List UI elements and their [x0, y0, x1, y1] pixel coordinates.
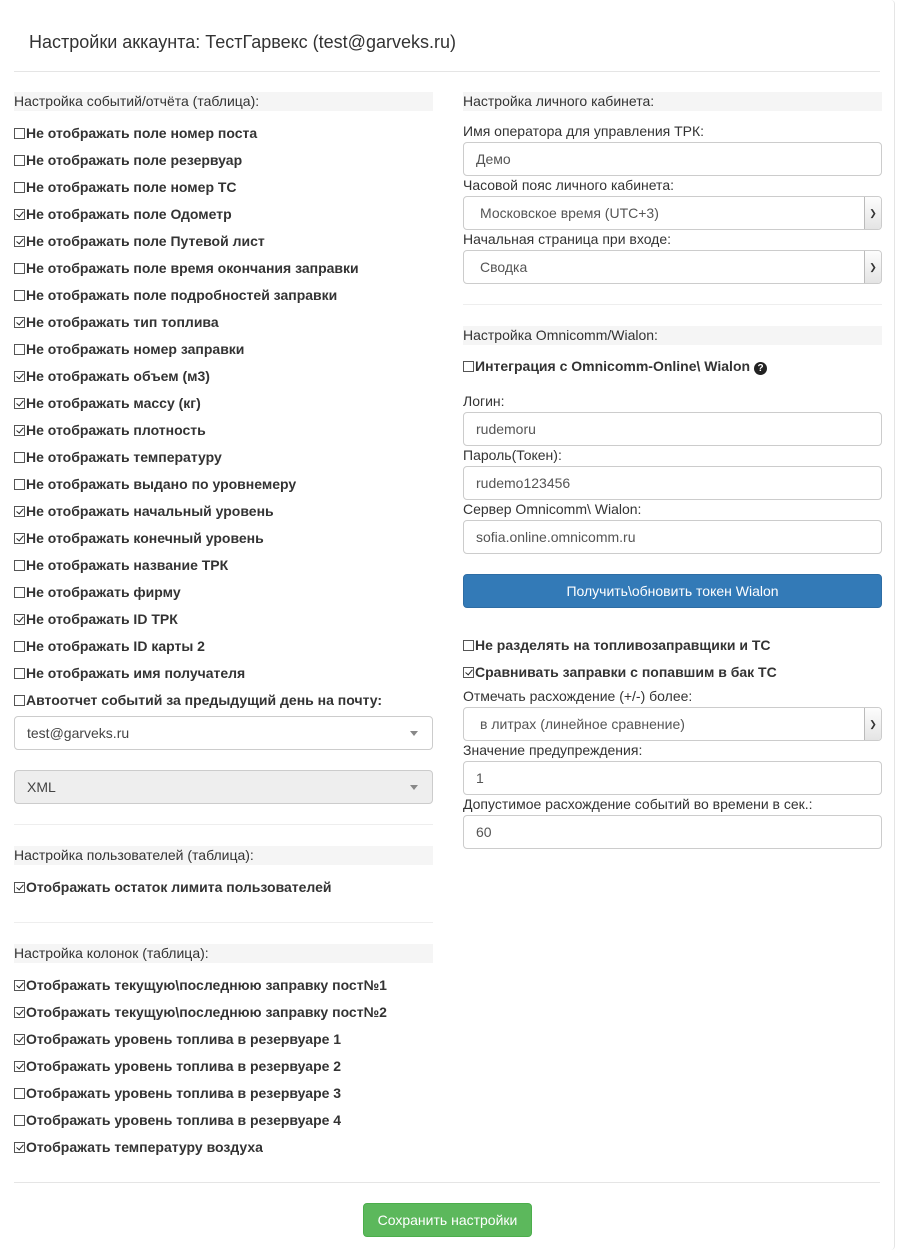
autoreport-email-value: test@garveks.ru [27, 725, 130, 741]
checkbox-row[interactable] [14, 393, 201, 413]
checkbox-checked-icon[interactable] [14, 980, 25, 991]
get-token-button[interactable]: Получить\обновить токен Wialon [463, 574, 882, 608]
checkbox-label: Не отображать поле Одометр [26, 206, 232, 222]
page-title: Настройки аккаунта: ТестГарвекс (test@garveks.ru) [29, 32, 456, 52]
checkbox-row[interactable] [14, 1083, 341, 1103]
checkbox-checked-icon[interactable] [14, 1007, 25, 1018]
events-section-heading: Настройка событий/отчёта (таблица): [14, 92, 433, 111]
timezone-value: Московское время (UTC+3) [480, 205, 659, 221]
checkbox-icon[interactable] [14, 263, 25, 274]
checkbox-label: Автоотчет событий за предыдущий день на почту: [26, 692, 383, 708]
checkbox-checked-icon[interactable] [14, 506, 25, 517]
checkbox-label: Отображать текущую\последнюю заправку пост№2 [26, 1004, 387, 1020]
section-divider [463, 304, 882, 305]
checkbox-label: Отображать остаток лимита пользователей [26, 879, 332, 895]
time-diff-input[interactable]: 60 [463, 815, 882, 849]
checkbox-row[interactable] [14, 420, 206, 440]
checkbox-row[interactable] [14, 690, 382, 710]
checkbox-checked-icon[interactable] [14, 398, 25, 409]
checkbox-icon[interactable] [14, 344, 25, 355]
checkbox-row[interactable] [14, 1110, 341, 1130]
checkbox-row[interactable] [14, 1137, 263, 1157]
start-page-select[interactable] [463, 250, 882, 284]
right-column [463, 92, 882, 862]
diff-select[interactable] [463, 707, 882, 741]
checkbox-icon[interactable] [14, 452, 25, 463]
question-circle-icon[interactable]: ? [754, 362, 767, 375]
checkbox-row[interactable] [14, 285, 337, 305]
checkbox-checked-icon[interactable] [14, 1142, 25, 1153]
omnicomm-section-heading: Настройка Omnicomm/Wialon: [463, 326, 882, 345]
autoreport-format-value: XML [27, 779, 56, 795]
checkbox-checked-icon[interactable] [14, 1034, 25, 1045]
checkbox-row[interactable] [14, 501, 274, 521]
checkbox-label: Отображать уровень топлива в резервуаре 2 [26, 1058, 342, 1074]
checkbox-label: Не отображать массу (кг) [26, 395, 201, 411]
checkbox-icon[interactable] [14, 668, 25, 679]
checkbox-checked-icon[interactable] [14, 614, 25, 625]
checkbox-icon[interactable] [14, 128, 25, 139]
checkbox-icon[interactable] [14, 290, 25, 301]
checkbox-label: Не отображать номер заправки [26, 341, 245, 357]
checkbox-label: Отображать уровень топлива в резервуаре 1 [26, 1031, 342, 1047]
checkbox-row[interactable] [14, 663, 245, 683]
checkbox-label: Не отображать температуру [26, 449, 222, 465]
checkbox-icon[interactable] [14, 182, 25, 193]
compare-checkbox-row[interactable] [463, 662, 777, 682]
timezone-label: Часовой пояс личного кабинета: [463, 177, 674, 193]
diff-value: в литрах (линейное сравнение) [480, 716, 685, 732]
no-split-label: Не разделять на топливозаправщики и ТС [475, 637, 771, 653]
left-column [14, 92, 433, 1172]
checkbox-label: Не отображать поле время окончания заправки [26, 260, 359, 276]
checkbox-label: Отображать уровень топлива в резервуаре 3 [26, 1085, 342, 1101]
checkbox-row[interactable] [14, 312, 219, 332]
checkbox-label: Не отображать выдано по уровнемеру [26, 476, 297, 492]
caret-down-icon [410, 785, 418, 790]
checkbox-label: Отображать уровень топлива в резервуаре 4 [26, 1112, 342, 1128]
checkbox-label: Не отображать имя получателя [26, 665, 246, 681]
warning-input[interactable]: 1 [463, 761, 882, 795]
checkbox-label: Не отображать объем (м3) [26, 368, 210, 384]
footer-divider [14, 1182, 880, 1183]
checkbox-row[interactable] [14, 339, 244, 359]
password-input[interactable]: rudemo123456 [463, 466, 882, 500]
checkbox-row[interactable] [14, 177, 237, 197]
users-section-heading: Настройка пользователей (таблица): [14, 846, 433, 865]
compare-label: Сравнивать заправки с попавшим в бак ТС [475, 664, 777, 680]
checkbox-row[interactable] [14, 447, 222, 467]
checkbox-checked-icon[interactable] [14, 425, 25, 436]
checkbox-checked-icon[interactable] [14, 371, 25, 382]
checkbox-label: Не отображать фирму [26, 584, 181, 600]
columns-section-heading: Настройка колонок (таблица): [14, 944, 433, 963]
start-page-value: Сводка [480, 259, 528, 275]
chevron-down-icon: ❯ [864, 197, 881, 229]
checkbox-icon[interactable] [463, 361, 474, 372]
checkbox-row[interactable] [14, 528, 264, 548]
checkbox-row[interactable] [14, 1029, 341, 1049]
checkbox-row[interactable] [14, 474, 296, 494]
section-divider [14, 824, 433, 825]
checkbox-icon[interactable] [14, 155, 25, 166]
operator-label: Имя оператора для управления ТРК: [463, 123, 705, 139]
checkbox-row[interactable] [14, 877, 332, 897]
checkbox-label: Не отображать поле Путевой лист [26, 233, 265, 249]
chevron-down-icon: ❯ [864, 251, 881, 283]
checkbox-label: Не отображать поле номер поста [26, 125, 258, 141]
operator-input[interactable]: Демо [463, 142, 882, 176]
checkbox-checked-icon[interactable] [14, 317, 25, 328]
checkbox-icon[interactable] [14, 1115, 25, 1126]
timezone-select[interactable] [463, 196, 882, 230]
checkbox-icon[interactable] [14, 479, 25, 490]
checkbox-icon[interactable] [463, 667, 474, 678]
no-split-checkbox-row[interactable] [463, 635, 770, 655]
checkbox-label: Не отображать тип топлива [26, 314, 219, 330]
checkbox-label: Не отображать конечный уровень [26, 530, 264, 546]
autoreport-email-select[interactable] [14, 716, 433, 750]
login-input[interactable]: rudemoru [463, 412, 882, 446]
checkbox-checked-icon[interactable] [14, 533, 25, 544]
checkbox-label: Не отображать ID карты 2 [26, 638, 205, 654]
save-settings-button[interactable]: Сохранить настройки [363, 1203, 532, 1237]
time-diff-label: Допустимое расхождение событий во времени в сек.: [463, 796, 813, 812]
checkbox-row[interactable] [14, 555, 228, 575]
login-label: Логин: [463, 393, 505, 409]
section-divider [14, 922, 433, 923]
checkbox-row[interactable] [14, 582, 181, 602]
start-page-label: Начальная страница при входе: [463, 231, 672, 247]
checkbox-label: Не отображать плотность [26, 422, 206, 438]
checkbox-label: Отображать текущую\последнюю заправку пост№1 [26, 977, 387, 993]
checkbox-row[interactable] [14, 204, 232, 224]
checkbox-label: Не отображать ID ТРК [26, 611, 178, 627]
checkbox-icon[interactable] [14, 587, 25, 598]
diff-label: Отмечать расхождение (+/-) более: [463, 688, 693, 704]
checkbox-label: Не отображать поле номер ТС [26, 179, 237, 195]
checkbox-row[interactable] [14, 1056, 341, 1076]
integration-label: Интеграция с Omnicomm-Online\ Wialon [475, 358, 751, 374]
checkbox-row[interactable] [14, 1002, 387, 1022]
checkbox-row[interactable] [14, 123, 257, 143]
checkbox-row[interactable] [14, 636, 205, 656]
checkbox-icon[interactable] [14, 695, 25, 706]
server-label: Сервер Omnicomm\ Wialon: [463, 501, 642, 517]
checkbox-label: Не отображать поле резервуар [26, 152, 243, 168]
checkbox-label: Не отображать начальный уровень [26, 503, 274, 519]
checkbox-icon[interactable] [14, 1088, 25, 1099]
chevron-down-icon: ❯ [864, 708, 881, 740]
checkbox-row[interactable] [14, 975, 387, 995]
checkbox-label: Отображать температуру воздуха [26, 1139, 263, 1155]
warning-label: Значение предупреждения: [463, 742, 643, 758]
checkbox-label: Не отображать поле подробностей заправки [26, 287, 338, 303]
checkbox-row[interactable] [14, 258, 359, 278]
integration-checkbox-row[interactable] [463, 356, 767, 376]
checkbox-row[interactable] [14, 609, 178, 629]
title-divider [14, 71, 880, 72]
cabinet-section-heading: Настройка личного кабинета: [463, 92, 882, 111]
password-label: Пароль(Токен): [463, 447, 562, 463]
checkbox-row[interactable] [14, 150, 242, 170]
checkbox-checked-icon[interactable] [14, 236, 25, 247]
checkbox-label: Не отображать название ТРК [26, 557, 229, 573]
checkbox-row[interactable] [14, 231, 265, 251]
server-input[interactable]: sofia.online.omnicomm.ru [463, 520, 882, 554]
checkbox-checked-icon[interactable] [14, 1061, 25, 1072]
checkbox-checked-icon[interactable] [14, 209, 25, 220]
autoreport-format-select[interactable] [14, 770, 433, 804]
checkbox-row[interactable] [14, 366, 210, 386]
caret-down-icon [410, 731, 418, 736]
checkbox-checked-icon[interactable] [14, 882, 25, 893]
checkbox-icon[interactable] [14, 560, 25, 571]
checkbox-icon[interactable] [14, 641, 25, 652]
checkbox-icon[interactable] [463, 640, 474, 651]
